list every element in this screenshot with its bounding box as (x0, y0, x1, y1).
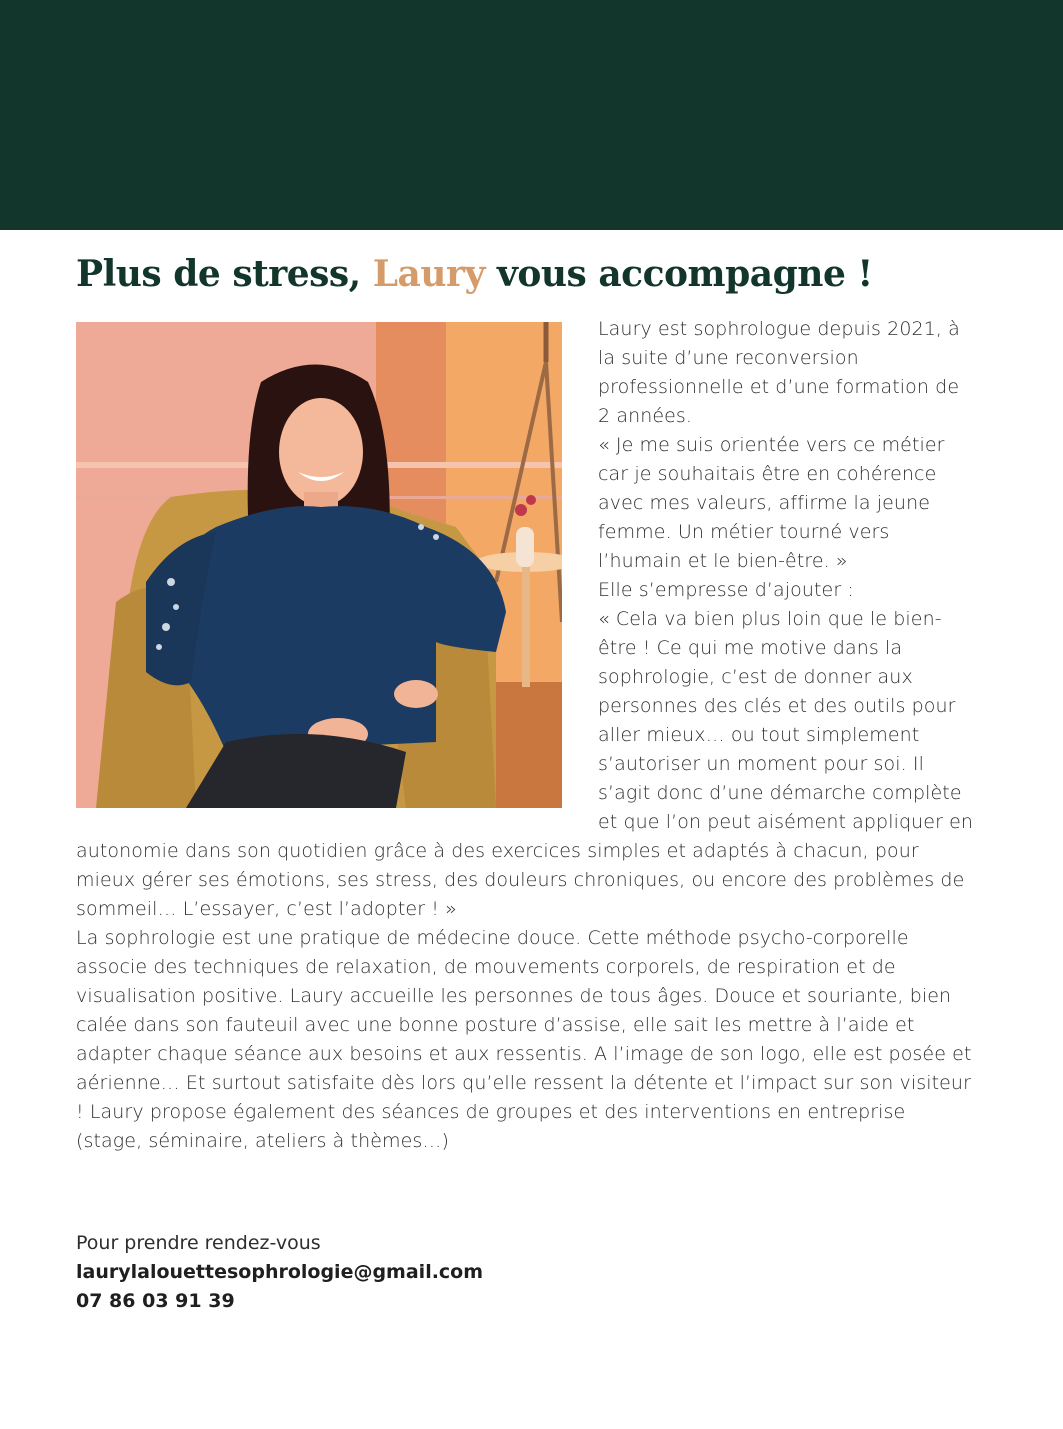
contact-phone[interactable]: 07 86 03 91 39 (76, 1290, 235, 1312)
page-title (76, 250, 1006, 298)
headline-part-2: vous accompagne ! (484, 253, 873, 295)
article-body (76, 315, 976, 1156)
contact-label: Pour prendre rendez-vous (76, 1232, 321, 1254)
header-band (0, 0, 1063, 230)
contact-email[interactable]: laurylalouettesophrologie@gmail.com (76, 1261, 484, 1283)
article-paragraph-2: « Je me suis orientée vers ce métier car je souhaitais être en cohérence avec mes valeurs, affirme la jeune femme. Un métier tourné vers l’humain et le bien-être. » (598, 434, 945, 572)
article-paragraph-4: « Cela va bien plus loin que le bien-être ! Ce qui me motive dans la sophrologie, c’est de donner aux personnes des clés et des outils pour aller mieux… ou tout simplement s’autoriser un moment pour soi. Il s’agit donc d’une démarche complète et que l’on peut aisément appliquer en autonomie dans son quotidien grâce à des exercices simples et adaptés à chacun, pour mieux gérer ses émotions, ses stress, des douleurs chroniques, ou encore des problèmes de sommeil… L’essayer, c’est l’adopter ! » (76, 608, 974, 920)
contact-block (76, 1229, 776, 1316)
portrait-illustration (76, 322, 562, 808)
headline-part-1: Plus de stress, (76, 253, 373, 295)
portrait-photo (76, 322, 562, 808)
article-paragraph-1: Laury est sophrologue depuis 2021, à la suite d’une reconversion professionnelle et d’une formation de 2 années. (598, 318, 960, 427)
headline-name: Laury (372, 253, 485, 295)
article-paragraph-5: La sophrologie est une pratique de médecine douce. Cette méthode psycho-corporelle associe des techniques de relaxation, de mouvements corporels, de respiration et de visualisation positive. Laury accueille les personnes de tous âges. Douce et souriante, bien calée dans son fauteuil avec une bonne posture d’assise, elle sait les mettre à l’aide et adapter chaque séance aux besoins et aux ressentis. A l’image de son logo, elle est posée et aérienne… Et surtout satisfaite dès lors qu’elle ressent la détente et l’impact sur son visiteur ! Laury propose également des séances de groupes et des interventions en entreprise (stage, séminaire, ateliers à thèmes…) (76, 927, 972, 1152)
article-paragraph-3: Elle s’empresse d’ajouter : (598, 579, 854, 601)
